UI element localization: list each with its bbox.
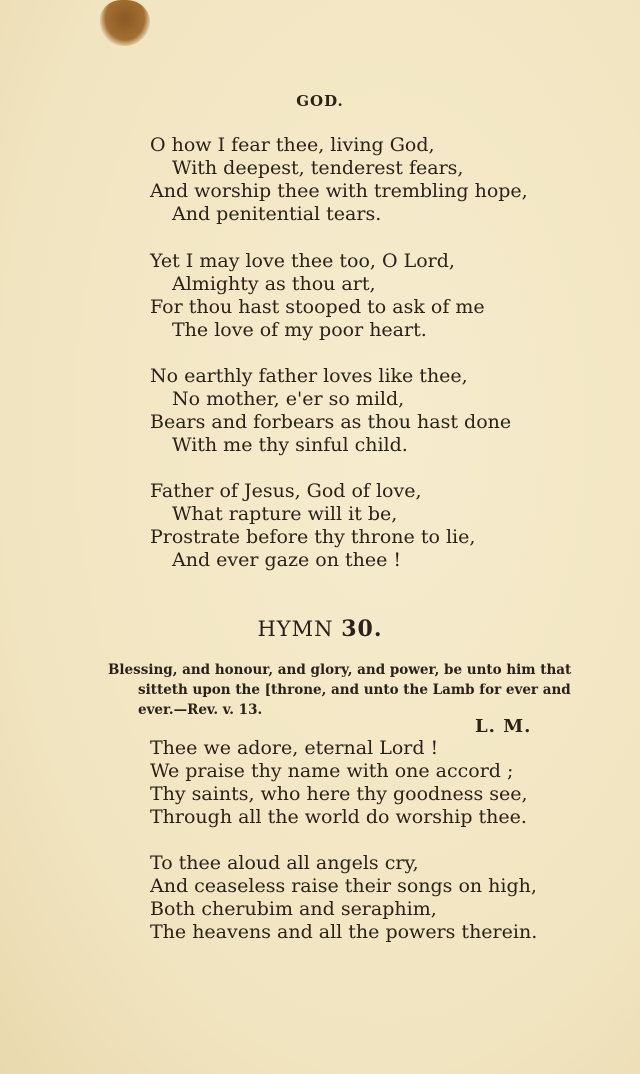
stanza-line: And penitential tears. (172, 203, 382, 225)
stanza-line: For thou hast stooped to ask of me (150, 296, 485, 318)
stanza-line: The love of my poor heart. (172, 319, 427, 341)
stanza-line: And worship thee with trembling hope, (150, 180, 528, 202)
stanza-line: O how I fear thee, living God, (150, 134, 435, 156)
stanza-line: Prostrate before thy throne to lie, (150, 526, 476, 548)
epigraph-line: Blessing, and honour, and glory, and power, be unto him that (108, 662, 572, 678)
hymn-stanza-2 (150, 852, 537, 944)
epigraph-line: ever.—Rev. v. 13. (138, 702, 263, 718)
stanza-line: Thy saints, who here thy goodness see, (150, 783, 528, 805)
stanza-line: No mother, e'er so mild, (172, 388, 405, 410)
stanza-line: And ceaseless raise their songs on high, (150, 875, 537, 897)
stanza-line: Bears and forbears as thou hast done (150, 411, 512, 433)
stanza-1 (150, 134, 528, 226)
stanza-4 (150, 480, 475, 572)
stanza-line: We praise thy name with one accord ; (150, 760, 514, 782)
stanza-line: Yet I may love thee too, O Lord, (150, 250, 455, 272)
stanza-line: Thee we adore, eternal Lord ! (150, 737, 439, 759)
hymn-label: HYMN (257, 617, 334, 641)
stanza-2 (150, 250, 485, 342)
stanza-line: Both cherubim and seraphim, (150, 898, 437, 920)
stanza-line: To thee aloud all angels cry, (150, 852, 419, 874)
hymn-title (0, 616, 640, 642)
page-stain (100, 0, 150, 46)
hymn-number: 30. (341, 616, 383, 642)
scripture-epigraph (108, 660, 572, 720)
epigraph-line: sitteth upon the [throne, and unto the Lamb for ever and (138, 682, 571, 698)
stanza-line: And ever gaze on thee ! (172, 549, 402, 571)
stanza-3 (150, 365, 511, 457)
stanza-line: With deepest, tenderest fears, (172, 157, 464, 179)
running-header: GOD. (296, 92, 344, 110)
stanza-line: With me thy sinful child. (172, 434, 408, 456)
stanza-line: Through all the world do worship thee. (150, 806, 527, 828)
stanza-line: Father of Jesus, God of love, (150, 480, 422, 502)
stanza-line: What rapture will it be, (172, 503, 398, 525)
hymn-stanza-1 (150, 737, 528, 829)
stanza-line: No earthly father loves like thee, (150, 365, 468, 387)
stanza-line: Almighty as thou art, (172, 273, 376, 295)
hymn-meter: L. M. (475, 716, 532, 737)
stanza-line: The heavens and all the powers therein. (150, 921, 538, 943)
